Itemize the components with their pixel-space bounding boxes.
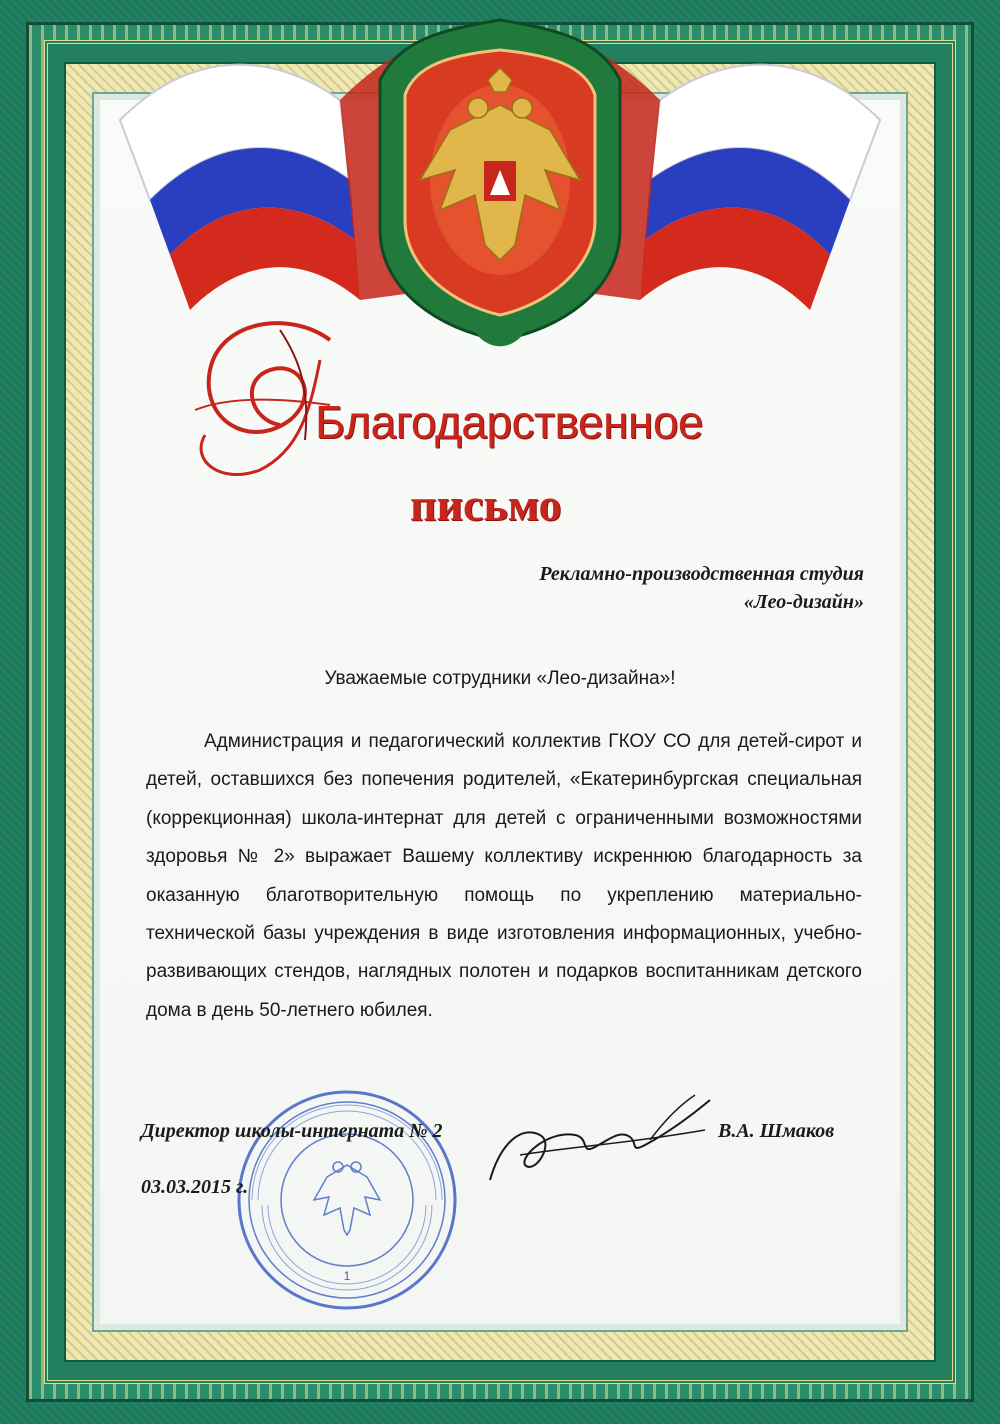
addressee-line1: Рекламно-производственная студия — [539, 563, 864, 585]
seal-eagle-icon — [314, 1162, 380, 1235]
letter-body: Администрация и педагогический коллектив ГКОУ СО для детей-сирот и детей, оставшихся без попечения родителей, «Екатеринбургская специальная (коррекционная) школа-интернат для детей с ограниченными возможностями здоровья № 2» выражает Вашему коллективу искреннюю благодарность за оказанную благотворительную помощь по укреплению материально-технической базы учреждения в виде изготовления информационных, учебно-развивающих стендов, наглядных полотен и подарков воспитанникам детского дома в день 50-летнего юбилея. — [146, 731, 862, 1021]
signer-name: В.А. Шмаков — [718, 1120, 835, 1142]
seal-number: 1 — [343, 1269, 351, 1283]
letter-date: 03.03.2015 г. — [141, 1176, 249, 1198]
title-line1: Благодарственное — [315, 396, 703, 448]
greeting: Уважаемые сотрудники «Лео-дизайна»! — [324, 668, 676, 689]
title-line2: письмо — [410, 479, 562, 530]
addressee-line2: «Лео-дизайн» — [743, 591, 864, 613]
handwritten-signature — [480, 1085, 720, 1195]
addressee-block — [539, 560, 864, 616]
signer-title: Директор школы-интерната № 2 — [141, 1120, 443, 1142]
